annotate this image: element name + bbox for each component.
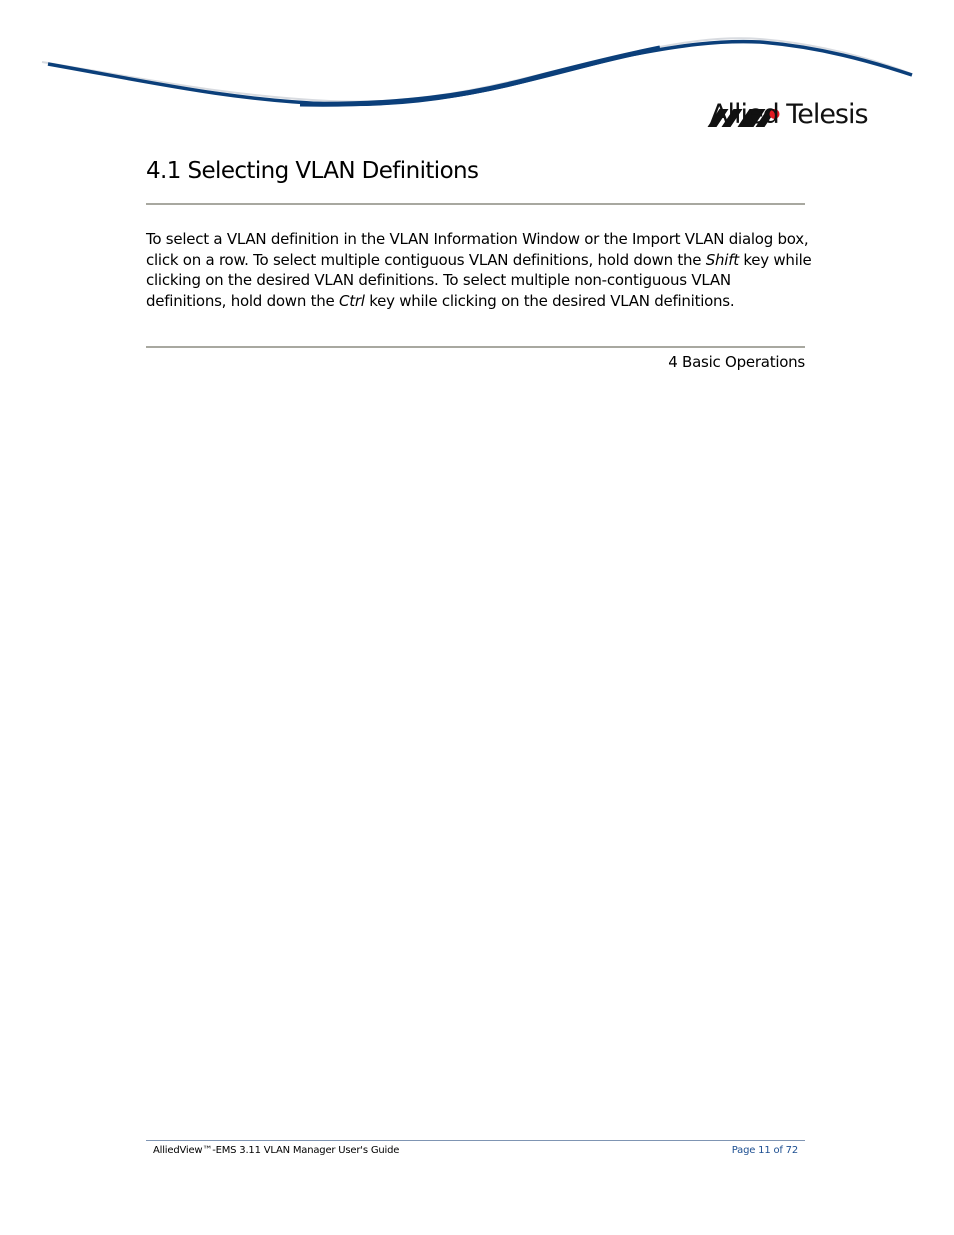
- paragraph-text-3: key while clicking on the desired VLAN definitions.: [364, 291, 735, 310]
- ctrl-key-term: Ctrl: [338, 291, 365, 310]
- paragraph-text-1: To select a VLAN definition in the VLAN Information Window or the Import VLAN dialog box, click on a row. To select multiple contiguous VLAN definitions, hold down the: [146, 230, 809, 269]
- footer-divider: [146, 1140, 805, 1141]
- section-paragraph: [146, 229, 812, 311]
- chapter-label: 4 Basic Operations: [668, 353, 805, 371]
- logo-wordmark: Allied Telesis: [710, 99, 868, 130]
- footer-page-number: Page 11 of 72: [731, 1145, 798, 1156]
- title-divider: [146, 203, 805, 205]
- paragraph-text-2: key while clicking on the desired VLAN definitions. To select multiple non-contiguous VLAN definitions, hold down the: [146, 250, 812, 310]
- section-title: 4.1 Selecting VLAN Definitions: [146, 158, 479, 184]
- shift-key-term: Shift: [705, 250, 739, 269]
- section-divider: [146, 346, 805, 348]
- footer-guide-title: AlliedView™-EMS 3.11 VLAN Manager User's Guide: [153, 1145, 400, 1156]
